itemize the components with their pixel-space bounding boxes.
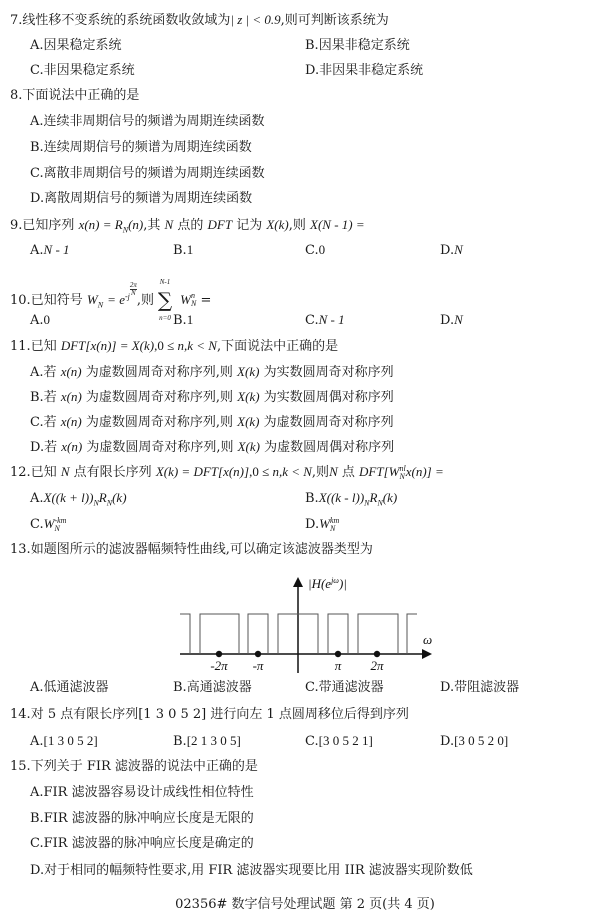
math-scripts bbox=[330, 517, 339, 533]
question-15-option-b[interactable] bbox=[30, 811, 254, 827]
sum-upper-limit: N-1 bbox=[159, 278, 171, 287]
question-15-option-a[interactable] bbox=[30, 785, 254, 801]
question-9-option-d[interactable] bbox=[440, 242, 463, 258]
option-text: 因果非稳定系统 bbox=[318, 38, 410, 53]
option-label: D. bbox=[440, 243, 455, 258]
math: W bbox=[319, 516, 330, 531]
option-text: 离散周期信号的频谱为周期连续函数 bbox=[44, 191, 253, 206]
option-text: FIR 滤波器的脉冲响应长度是确定的 bbox=[43, 836, 254, 851]
math: n,k < N bbox=[177, 338, 217, 353]
option-text: N bbox=[454, 242, 463, 257]
question-13-option-b[interactable] bbox=[173, 680, 252, 696]
question-8-stem bbox=[10, 88, 139, 104]
math-superscript: km bbox=[329, 515, 340, 525]
option-label: D. bbox=[305, 63, 320, 78]
math-exponent bbox=[124, 281, 137, 301]
option-label: B. bbox=[173, 680, 187, 695]
question-10-stem bbox=[10, 278, 212, 323]
math: R bbox=[369, 490, 378, 505]
option-label: B. bbox=[173, 734, 187, 749]
question-12-option-a[interactable] bbox=[30, 490, 127, 506]
math: X(k) bbox=[266, 217, 289, 232]
question-12-option-c[interactable] bbox=[30, 516, 66, 532]
math: (k) bbox=[112, 490, 127, 505]
math: ,0 ≤ bbox=[249, 464, 273, 479]
passband-segment bbox=[180, 614, 190, 654]
option-text: 为虚数圆周偶对称序列 bbox=[264, 440, 395, 455]
tick-dot-minus-pi bbox=[255, 651, 261, 657]
question-10-option-a[interactable] bbox=[30, 312, 50, 328]
math: x(n) bbox=[60, 414, 82, 429]
option-label: B. bbox=[305, 491, 319, 506]
option-label: B. bbox=[30, 811, 44, 826]
stem-text: 对 5 点有限长序列[1 3 0 5 2] 进行向左 1 点圆周移位后得到序列 bbox=[30, 707, 409, 722]
math: (k) bbox=[382, 490, 398, 505]
option-text: 连续非周期信号的频谱为周期连续函数 bbox=[43, 114, 265, 129]
stem-text: 已知 bbox=[30, 339, 57, 354]
question-9-option-c[interactable] bbox=[305, 242, 325, 258]
question-number: 13. bbox=[10, 542, 31, 557]
option-text: 1 bbox=[186, 312, 194, 327]
math: W bbox=[86, 291, 98, 307]
math-subscript: N bbox=[364, 498, 370, 508]
question-9-option-b[interactable] bbox=[173, 242, 193, 258]
y-axis-label-exponent: jω bbox=[331, 576, 339, 585]
question-7-option-d[interactable] bbox=[305, 63, 423, 79]
math: X((k + l)) bbox=[43, 490, 94, 505]
question-12-option-b[interactable] bbox=[305, 490, 397, 506]
math: x(n) bbox=[60, 364, 82, 379]
option-text: 低通滤波器 bbox=[43, 680, 109, 695]
question-14-option-b[interactable] bbox=[173, 733, 241, 749]
question-10-option-d[interactable] bbox=[440, 312, 463, 328]
math: [x(n)] = X(k) bbox=[85, 338, 155, 353]
stem-text: 点有限长序列 bbox=[73, 465, 152, 480]
option-text: 因果稳定系统 bbox=[43, 38, 122, 53]
option-label: A. bbox=[30, 734, 44, 749]
option-text: 若 bbox=[44, 440, 58, 455]
question-12-option-d[interactable] bbox=[305, 516, 339, 532]
option-label: B. bbox=[173, 243, 187, 258]
question-15-option-c[interactable] bbox=[30, 836, 254, 852]
question-8-option-a[interactable] bbox=[30, 114, 265, 130]
fraction bbox=[130, 282, 137, 297]
math: DFT[W bbox=[359, 464, 400, 479]
question-number: 14. bbox=[10, 707, 31, 722]
math: x(n) bbox=[60, 389, 82, 404]
option-text: N bbox=[454, 312, 463, 327]
option-text: 连续周期信号的频谱为周期连续函数 bbox=[43, 140, 252, 155]
question-14-option-d[interactable] bbox=[440, 733, 508, 749]
y-axis-label-end: )| bbox=[338, 576, 347, 591]
option-label: A. bbox=[30, 313, 44, 328]
stem-text: ,则 bbox=[311, 465, 330, 480]
tick-label: -2π bbox=[210, 658, 228, 673]
math: X(k) bbox=[237, 439, 260, 454]
option-label: D. bbox=[30, 191, 45, 206]
math: X(k) bbox=[237, 389, 260, 404]
filter-magnitude-response-figure bbox=[170, 565, 445, 677]
stem-text: 线性移不变系统的系统函数收敛域为 bbox=[22, 13, 231, 28]
option-label: D. bbox=[440, 734, 455, 749]
option-text: N - 1 bbox=[43, 242, 70, 257]
question-13-option-c[interactable] bbox=[305, 680, 384, 696]
stem-text: 已知序列 bbox=[22, 218, 75, 233]
stem-text: ,则可判断该系统为 bbox=[280, 13, 389, 28]
option-label: A. bbox=[30, 785, 44, 800]
question-14-stem bbox=[10, 707, 409, 723]
question-15-stem bbox=[10, 759, 258, 775]
option-label: B. bbox=[173, 313, 187, 328]
option-label: C. bbox=[30, 166, 44, 181]
page-footer: 02356# 数字信号处理试题 第 2 页(共 4 页) bbox=[175, 897, 435, 912]
option-label: D. bbox=[305, 517, 320, 532]
option-label: C. bbox=[305, 243, 319, 258]
question-7-option-a[interactable] bbox=[30, 38, 122, 54]
question-11-option-c[interactable] bbox=[30, 414, 394, 430]
stem-text: ,下面说法中正确的是 bbox=[216, 339, 339, 354]
math: -j bbox=[124, 291, 130, 301]
question-12-stem bbox=[10, 464, 444, 480]
math: X(k) bbox=[237, 364, 260, 379]
option-label: A. bbox=[30, 38, 44, 53]
math: N bbox=[164, 217, 174, 232]
option-label: C. bbox=[305, 734, 319, 749]
math-superscript: -km bbox=[54, 515, 67, 525]
math-subscript: N bbox=[93, 498, 99, 508]
option-text: 为虚数圆周奇对称序列,则 bbox=[86, 440, 234, 455]
option-label: C. bbox=[30, 415, 44, 430]
summation bbox=[154, 278, 176, 323]
option-text: 非因果非稳定系统 bbox=[319, 63, 424, 78]
option-label: A. bbox=[30, 680, 44, 695]
stem-text: 记为 bbox=[236, 218, 263, 233]
question-11-stem bbox=[10, 338, 338, 354]
question-9-option-a[interactable] bbox=[30, 242, 70, 258]
math-subscript: N bbox=[54, 523, 60, 533]
option-text: [2 1 3 0 5] bbox=[186, 733, 241, 748]
math: = bbox=[200, 292, 212, 308]
math-subscript: N bbox=[106, 498, 113, 508]
question-7-stem bbox=[10, 12, 389, 28]
option-text: 为虚数圆周奇对称序列 bbox=[263, 415, 394, 430]
option-text: N - 1 bbox=[318, 312, 345, 327]
stem-text: 点 bbox=[341, 465, 355, 480]
math: X(k) = DFT[x(n)] bbox=[155, 464, 250, 479]
math-subscript: N bbox=[97, 300, 104, 310]
math: R bbox=[98, 490, 107, 505]
stem-text: ,则 bbox=[288, 218, 306, 233]
math: ,0 ≤ bbox=[154, 338, 178, 353]
option-text: 若 bbox=[43, 390, 57, 405]
math: X(k) bbox=[237, 414, 260, 429]
option-label: A. bbox=[30, 365, 44, 380]
math-subscript: N bbox=[377, 498, 383, 508]
passband-segment bbox=[358, 614, 398, 654]
question-13-option-d[interactable] bbox=[440, 680, 519, 696]
question-7-option-b[interactable] bbox=[305, 38, 410, 54]
option-text: 带阻滤波器 bbox=[454, 680, 520, 695]
option-text: 1 bbox=[186, 242, 194, 257]
sigma-icon: ∑ bbox=[157, 288, 173, 313]
question-14-option-c[interactable] bbox=[305, 733, 373, 749]
question-11-option-b[interactable] bbox=[30, 389, 394, 405]
math-superscript: n bbox=[191, 291, 195, 301]
math-subscript: N bbox=[329, 523, 336, 533]
y-axis-arrow-icon bbox=[293, 577, 303, 587]
x-axis-arrow-icon bbox=[422, 649, 432, 659]
stem-text: 已知 bbox=[30, 465, 57, 480]
math-subscript: N bbox=[399, 471, 405, 481]
option-text: 若 bbox=[43, 415, 57, 430]
question-number: 7. bbox=[10, 13, 23, 28]
math: x(n)] = bbox=[405, 464, 444, 479]
math: X(N - 1) = bbox=[310, 217, 365, 232]
option-label: B. bbox=[305, 38, 319, 53]
option-text: 为虚数圆周奇对称序列,则 bbox=[85, 415, 233, 430]
option-label: C. bbox=[30, 63, 44, 78]
math: N bbox=[60, 464, 70, 479]
question-8-option-b[interactable] bbox=[30, 140, 252, 156]
math: x(n) = R bbox=[78, 217, 123, 232]
passband-segment bbox=[200, 614, 239, 654]
passband-segment bbox=[407, 614, 417, 654]
y-axis-label-part: |H(e bbox=[308, 576, 332, 591]
question-number: 15. bbox=[10, 759, 31, 774]
question-13-option-a[interactable] bbox=[30, 680, 109, 696]
option-label: C. bbox=[30, 517, 44, 532]
question-7-option-c[interactable] bbox=[30, 63, 135, 79]
y-axis-label bbox=[308, 576, 347, 591]
option-text: 为实数圆周偶对称序列 bbox=[263, 390, 394, 405]
tick-dot-minus-2pi bbox=[216, 651, 222, 657]
math: | z | < 0.9 bbox=[230, 12, 281, 27]
option-label: C. bbox=[305, 680, 319, 695]
option-label: D. bbox=[30, 440, 45, 455]
stem-text: 下面说法中正确的是 bbox=[22, 88, 140, 103]
math: X((k - l)) bbox=[318, 490, 365, 505]
math: W bbox=[180, 291, 191, 307]
question-14-option-a[interactable] bbox=[30, 733, 98, 749]
option-text: [3 0 5 2 0] bbox=[454, 733, 509, 748]
option-label: D. bbox=[440, 313, 455, 328]
x-axis-label: ω bbox=[423, 632, 433, 647]
stem-text: ,则 bbox=[136, 292, 155, 308]
option-text: FIR 滤波器的脉冲响应长度是无限的 bbox=[43, 811, 254, 826]
math-subscript: N bbox=[122, 225, 129, 235]
question-11-option-d[interactable] bbox=[30, 439, 394, 455]
option-text: 高通滤波器 bbox=[186, 680, 252, 695]
stem-text: ,其 bbox=[143, 218, 161, 233]
math: DFT bbox=[207, 217, 233, 232]
math: (n) bbox=[128, 217, 144, 232]
stem-text: 下列关于 FIR 滤波器的说法中正确的是 bbox=[30, 759, 258, 774]
option-label: A. bbox=[30, 491, 44, 506]
question-number: 9. bbox=[10, 218, 23, 233]
stem-text: 点的 bbox=[177, 218, 204, 233]
option-label: B. bbox=[30, 390, 44, 405]
option-text: 为虚数圆周奇对称序列,则 bbox=[85, 390, 234, 405]
question-number: 11. bbox=[10, 339, 31, 354]
math-superscript: nl bbox=[399, 463, 406, 473]
question-number: 10. bbox=[10, 292, 31, 308]
tick-dot-pi bbox=[335, 651, 341, 657]
question-9-stem bbox=[10, 217, 365, 233]
math: = e bbox=[107, 291, 125, 307]
option-label: D. bbox=[30, 863, 45, 878]
option-text: 带通滤波器 bbox=[318, 680, 384, 695]
option-text: 为实数圆周奇对称序列 bbox=[263, 365, 394, 380]
option-text: 对于相同的幅频特性要求,用 FIR 滤波器实现要比用 IIR 滤波器实现阶数低 bbox=[44, 863, 473, 878]
option-label: C. bbox=[30, 836, 44, 851]
math: DFT bbox=[60, 338, 86, 353]
passband-segment bbox=[248, 614, 268, 654]
math: n,k < N bbox=[272, 464, 312, 479]
question-8-option-d[interactable] bbox=[30, 191, 252, 207]
math-scripts bbox=[54, 517, 66, 533]
option-text: 若 bbox=[43, 365, 57, 380]
question-11-option-a[interactable] bbox=[30, 364, 394, 380]
option-text: [3 0 5 2 1] bbox=[318, 733, 373, 748]
question-number: 12. bbox=[10, 465, 31, 480]
math: x(n) bbox=[61, 439, 83, 454]
question-number: 8. bbox=[10, 88, 23, 103]
option-text: 为虚数圆周奇对称序列,则 bbox=[85, 365, 233, 380]
option-label: B. bbox=[30, 140, 44, 155]
sum-lower-limit: n=0 bbox=[159, 314, 171, 323]
fraction-denominator: N bbox=[131, 289, 136, 297]
option-text: 非因果稳定系统 bbox=[43, 63, 135, 78]
tick-label: π bbox=[334, 658, 342, 673]
question-8-option-c[interactable] bbox=[30, 166, 265, 182]
option-label: A. bbox=[30, 243, 44, 258]
math-scripts bbox=[191, 292, 196, 308]
question-13-stem bbox=[10, 542, 373, 558]
option-label: C. bbox=[305, 313, 319, 328]
tick-dot-2pi bbox=[374, 651, 380, 657]
math-subscript: N bbox=[191, 299, 197, 309]
question-15-option-d[interactable] bbox=[30, 863, 473, 879]
math: W bbox=[43, 516, 55, 531]
passband-segment bbox=[328, 614, 348, 654]
question-10-option-c[interactable] bbox=[305, 312, 345, 328]
option-text: FIR 滤波器容易设计成线性相位特性 bbox=[43, 785, 254, 800]
option-text: 0 bbox=[318, 242, 326, 257]
fraction-numerator: 2π bbox=[129, 281, 137, 289]
tick-label: -π bbox=[252, 658, 264, 673]
option-label: D. bbox=[440, 680, 455, 695]
option-text: 0 bbox=[43, 312, 51, 327]
option-label: A. bbox=[30, 114, 44, 129]
option-text: 离散非周期信号的频谱为周期连续函数 bbox=[43, 166, 265, 181]
question-10-option-b[interactable] bbox=[173, 312, 193, 328]
tick-label: 2π bbox=[370, 658, 384, 673]
stem-text: 如题图所示的滤波器幅频特性曲线,可以确定该滤波器类型为 bbox=[30, 542, 373, 557]
stem-text: 已知符号 bbox=[30, 292, 83, 308]
option-text: [1 3 0 5 2] bbox=[43, 733, 98, 748]
math: N bbox=[329, 464, 338, 479]
